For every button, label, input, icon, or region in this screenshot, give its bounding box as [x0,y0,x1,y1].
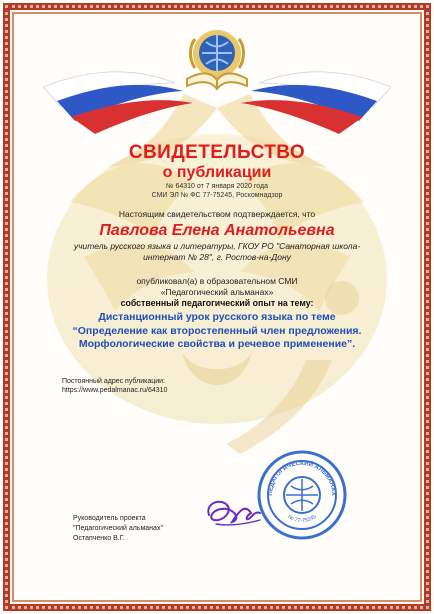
permanent-address-block [62,377,167,395]
lesson-topic: “Определение как второстепенный член предложения. Морфологические свойства и речевое применение”. [72,325,362,350]
certificate-title: СВИДЕТЕЛЬСТВО [128,142,306,163]
stamp-title: ПЕДАГОГИЧЕСКИЙ АЛЬМАНАХ [266,459,338,496]
globe-book-icon [179,24,255,94]
stamp-number: № 77-75245 [286,514,318,525]
experience-label: собственный педагогический опыт на тему: [120,298,314,308]
project-name: "Педагогический альманах" [73,525,163,532]
permanent-address-label: Постоянный адрес публикации: [62,378,166,385]
manager-title: Руководитель проекта [73,515,146,522]
media-registration: СМИ ЭЛ № ФС 77-75245, Роскомнадзор [151,192,283,199]
registration-info [0,182,434,200]
confirmation-text: Настоящим свидетельством подтверждается, что [118,209,316,219]
recipient-name: Павлова Елена Анатольевна [99,222,335,239]
publication-stamp [255,448,349,542]
media-name: «Педагогический альманах» [160,287,274,297]
registration-number: № 64310 от 7 января 2020 года [166,183,268,190]
publication-text: опубликовал(а) в образовательном СМИ [136,276,298,286]
svg-text:№ 77-75245 [287,514,318,524]
certificate-subtitle: о публикации [162,164,272,181]
manager-block [73,514,163,544]
recipient-position: учитель русского языка и литературы, ГКОУ РО "Санаторная школа-интернат № 28", г. Ростов-на-Дону [73,241,361,262]
permanent-address-link[interactable]: https://www.pedalmanac.ru/64310 [62,387,168,394]
lesson-title: Дистанционный урок русского языка по теме [98,311,336,323]
manager-name: Остапченко В.Г. [73,535,125,542]
